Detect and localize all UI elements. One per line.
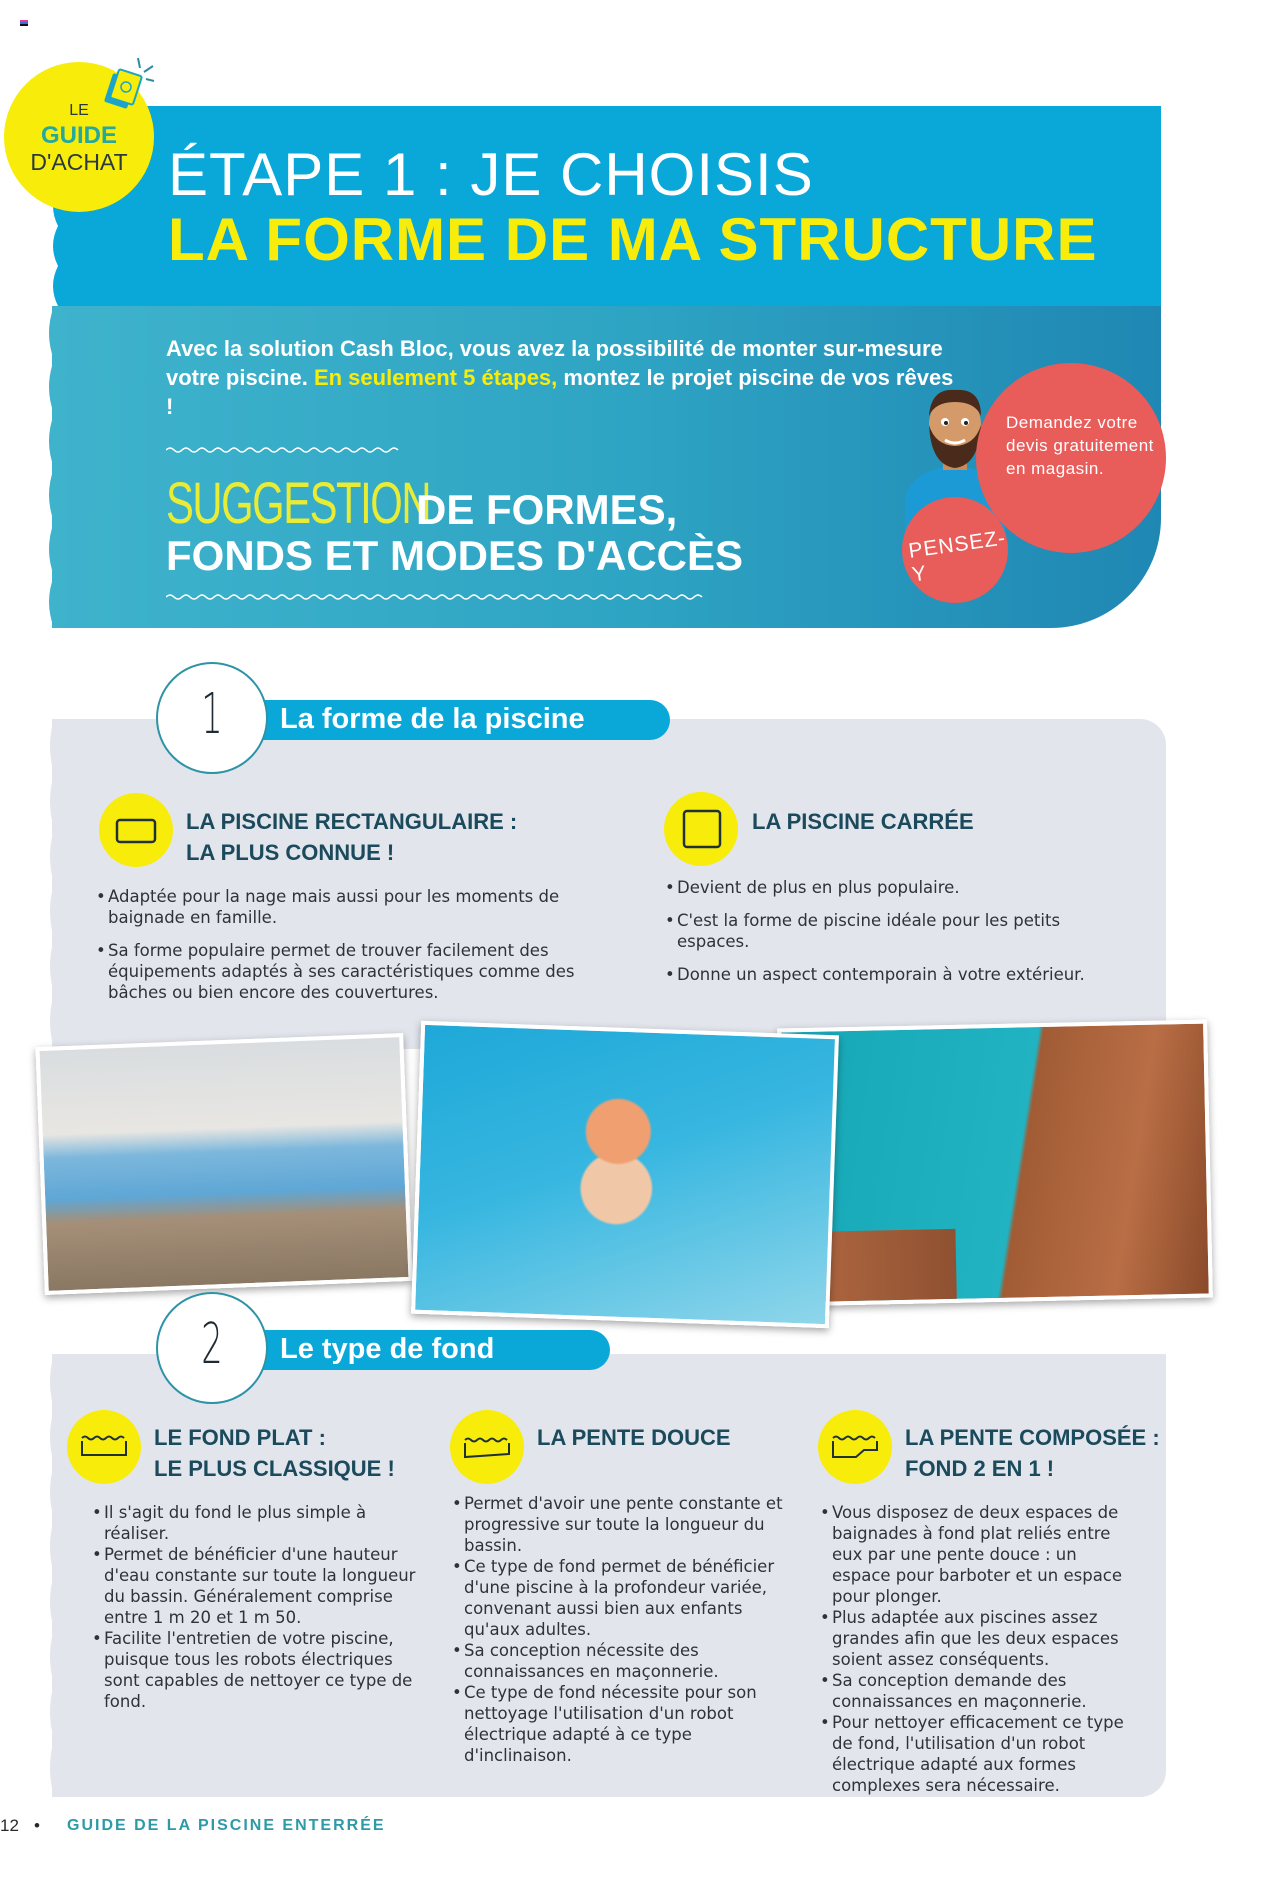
item-title-line1: LA PENTE COMPOSÉE :	[905, 1425, 1160, 1450]
page-title-line2: LA FORME DE MA STRUCTURE	[168, 206, 1098, 273]
item-title-line1: LA PISCINE RECTANGULAIRE :	[186, 809, 518, 834]
intro-text-1: Avec la solution Cash Bloc, vous avez la possibilité de monter sur-mesure votre piscine.	[166, 336, 943, 390]
section-1-number-circle	[156, 662, 268, 774]
bullet: • Devient de plus en plus populaire.	[665, 877, 1125, 898]
intro-paragraph	[166, 334, 966, 421]
item-title-line1: LE FOND PLAT :	[154, 1425, 326, 1450]
print-color-mark	[20, 20, 28, 27]
bullet: • Facilite l'entretien de votre piscine, puisque tous les robots électriques sont capables de nettoyer ce type de fond.	[92, 1628, 422, 1712]
item-title-line2: FOND 2 EN 1 !	[905, 1456, 1055, 1481]
suggestion-heading-line2: FONDS ET MODES D'ACCÈS	[166, 532, 744, 579]
bullet: • Plus adaptée aux piscines assez grandes afin que les deux espaces soient assez conséquents.	[820, 1607, 1140, 1670]
flat-bottom-icon	[67, 1410, 141, 1484]
badge-le: LE	[69, 102, 89, 119]
bullet: • C'est la forme de piscine idéale pour les petits espaces.	[665, 910, 1125, 952]
badge-guide: GUIDE	[40, 122, 117, 149]
pensez-y-tag	[902, 497, 1008, 603]
item-title-flat	[154, 1422, 395, 1484]
gentle-slope-icon	[450, 1410, 524, 1484]
suggestion-word: SUGGESTION	[166, 471, 431, 536]
compound-slope-bullets	[820, 1502, 1140, 1796]
bullet: • Il s'agit du fond le plus simple à réaliser.	[92, 1502, 422, 1544]
badge-achat: D'ACHAT	[30, 149, 128, 175]
photo-wooden-deck-pool	[777, 1020, 1213, 1307]
bullet: • Permet d'avoir une pente constante et progressive sur toute la longueur du bassin.	[452, 1493, 792, 1556]
page-number: 12	[0, 1816, 19, 1835]
item-title-line2: LA PLUS CONNUE !	[186, 840, 395, 865]
item-title-square	[752, 806, 974, 837]
item-title-gentle-slope	[537, 1422, 731, 1453]
intro-text-2: montez le projet piscine de vos rêves !	[166, 365, 954, 419]
footer-separator: •	[34, 1816, 40, 1835]
footer-guide-title: GUIDE DE LA PISCINE ENTERRÉE	[67, 1817, 386, 1834]
bullet: • Adaptée pour la nage mais aussi pour les moments de baignade en famille.	[96, 886, 586, 928]
quote-callout-bubble	[976, 363, 1166, 553]
item-title-compound-slope	[905, 1422, 1160, 1484]
bullet: • Sa conception demande des connaissances en maçonnerie.	[820, 1670, 1140, 1712]
callout-text: Demandez votre devis gratuitement en magasin.	[1006, 413, 1154, 478]
squiggle-divider	[166, 593, 706, 601]
photo-child-underwater	[411, 1021, 839, 1328]
intro-highlight: En seulement 5 étapes,	[313, 365, 558, 390]
bullet: • Donne un aspect contemporain à votre extérieur.	[665, 964, 1125, 985]
wavy-edge-decoration	[46, 1354, 60, 1797]
item-title-rectangular	[186, 806, 517, 868]
gentle-slope-bullets	[452, 1493, 792, 1766]
section-2-title: Le type de fond	[280, 1333, 495, 1365]
wavy-edge-decoration	[46, 719, 60, 1049]
photo-rectangular-pool	[35, 1033, 412, 1295]
item-title-line2: LE PLUS CLASSIQUE !	[154, 1456, 395, 1481]
square-pool-icon	[664, 792, 738, 866]
pensez-y-label: PENSEZ-Y	[907, 526, 1008, 587]
squiggle-divider	[166, 446, 400, 454]
compound-slope-icon	[818, 1410, 892, 1484]
square-bullets	[665, 877, 1125, 997]
bullet: • Sa forme populaire permet de trouver facilement des équipements adaptés à ses caractéristiques comme des bâches ou bien encore des couvertures.	[96, 940, 586, 1003]
bullet: • Vous disposez de deux espaces de baignades à fond plat reliés entre eux par une pente douce : un espace pour barboter et un espace pour plonger.	[820, 1502, 1140, 1607]
section-2-number-circle	[156, 1292, 268, 1404]
bullet: • Sa conception nécessite des connaissances en maçonnerie.	[452, 1640, 792, 1682]
item-title-line1: LA PENTE DOUCE	[537, 1425, 731, 1450]
item-title-line1: LA PISCINE CARRÉE	[752, 809, 974, 834]
flat-bottom-bullets	[92, 1502, 422, 1712]
section-1-number: 1	[201, 682, 223, 747]
page-title-line1: ÉTAPE 1 : JE CHOISIS	[168, 141, 814, 208]
bullet: • Permet de bénéficier d'une hauteur d'eau constante sur toute la longueur du bassin. Généralement comprise entre 1 m 20 et 1 m 50.	[92, 1544, 422, 1628]
rectangular-bullets	[96, 886, 586, 1015]
bullet: • Pour nettoyer efficacement ce type de fond, l'utilisation d'un robot électrique adapté aux formes complexes sera nécessaire.	[820, 1712, 1140, 1796]
section-1-title-pill	[250, 700, 670, 740]
bullet: • Ce type de fond permet de bénéficier d'une piscine à la profondeur variée, convenant aussi bien aux enfants qu'aux adultes.	[452, 1556, 792, 1640]
section-1-title: La forme de la piscine	[280, 703, 585, 735]
section-2-number: 2	[201, 1312, 223, 1377]
section-2-title-pill	[250, 1330, 610, 1370]
rectangle-pool-icon	[99, 793, 173, 867]
bullet: • Ce type de fond nécessite pour son nettoyage l'utilisation d'un robot électrique adapté à ce type d'inclinaison.	[452, 1682, 792, 1766]
document-guide-icon	[98, 56, 160, 118]
wavy-edge-decoration	[44, 306, 60, 628]
suggestion-heading-line1: DE FORMES,	[416, 486, 678, 533]
